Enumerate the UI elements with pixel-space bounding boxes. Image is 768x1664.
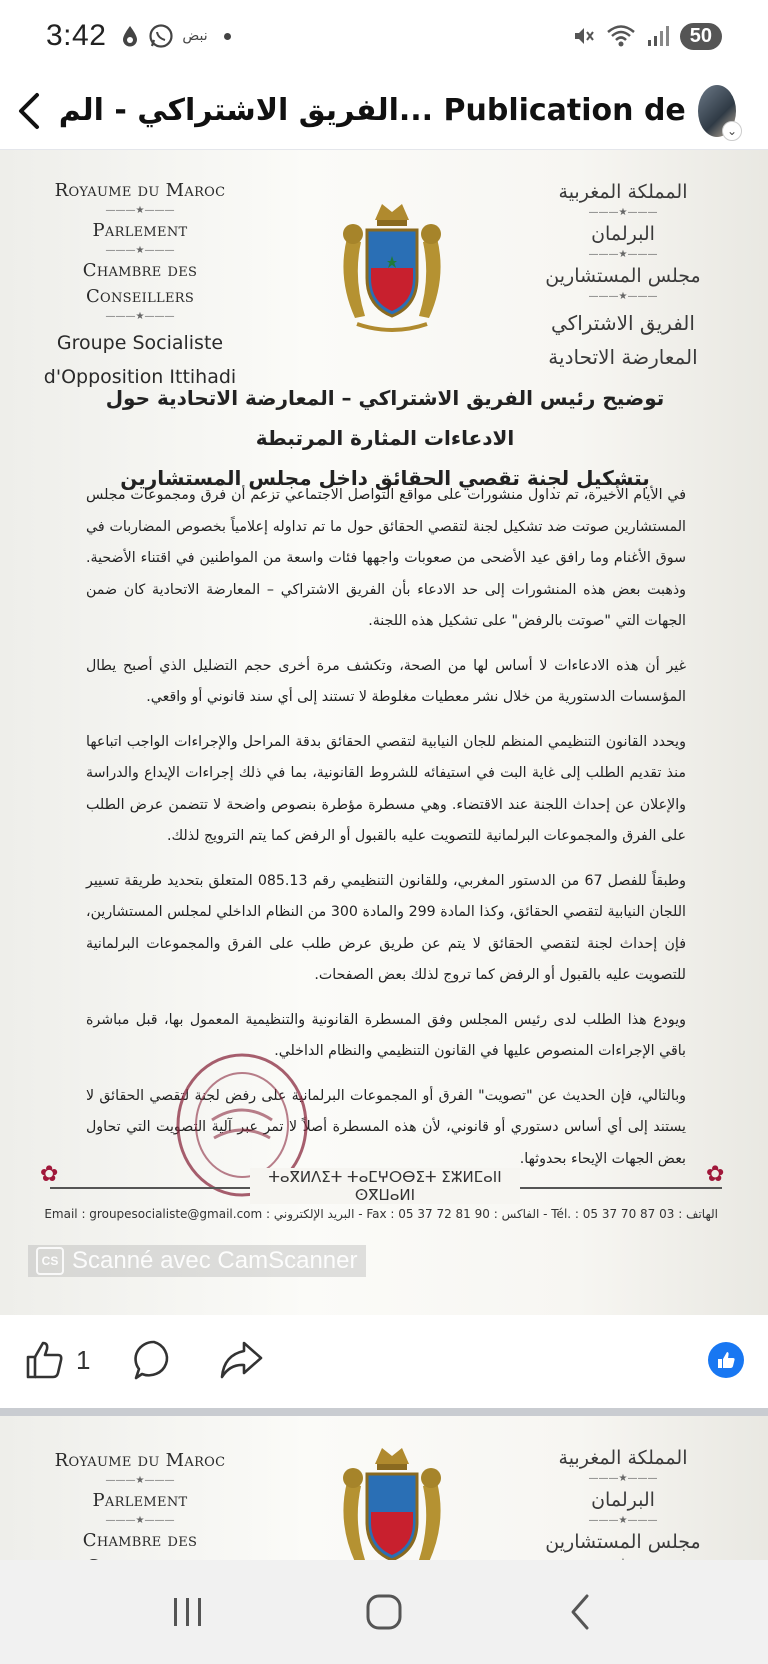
fr-parliament: Parlement [92, 220, 188, 241]
wifi-icon [606, 24, 636, 48]
chevron-down-icon: ⌄ [722, 121, 742, 141]
separator: ———★——— [105, 311, 175, 322]
post-action-bar [0, 1315, 768, 1405]
camscanner-watermark [28, 1245, 366, 1277]
separator: ———★——— [588, 207, 658, 218]
share-icon [218, 1339, 264, 1381]
separator: ———★——— [588, 1515, 658, 1526]
whatsapp-icon [148, 23, 174, 49]
ar-group-line1: الفريق الاشتراكي [551, 311, 695, 335]
separator: ———★——— [588, 291, 658, 302]
separator: ———★——— [105, 1475, 175, 1486]
ar-kingdom: المملكة المغربية [558, 1447, 688, 1469]
share-button[interactable] [218, 1339, 264, 1381]
ar-chamber: مجلس المستشارين [545, 1531, 701, 1553]
status-bar [0, 0, 768, 72]
chevron-left-icon [15, 91, 43, 131]
reaction-like-badge[interactable] [708, 1342, 744, 1378]
ar-parliament: البرلمان [591, 223, 655, 245]
document-paragraph: ويحدد القانون التنظيمي المنظم للجان النيابية لتقصي الحقائق بدقة المراحل والإجراءات الواجب اتباعها منذ تقديم الطلب إلى غاية البت في استيفائه للشروط القانونية، بما في ذلك إجراءات الإيداع والدراسة والإعلان عن إحداث اللجنة عند الاقتضاء. وهي مسطرة مؤطرة بنصوص واضحة لا تتضمن عرض الطلب على الفرق والمجموعات البرلمانية للتصويت عليه بالقبول أو الرفض كما يتم الترويج لذلك. [86, 733, 686, 844]
fr-chamber: Chambre des Conseillers [82, 260, 198, 307]
back-button[interactable] [0, 72, 59, 150]
notification-app-text: نبض [182, 28, 208, 44]
document-paragraph: وطبقاً للفصل 67 من الدستور المغربي، وللقانون التنظيمي رقم 085.13 المتعلق بتحديد طريقة تسيير اللجان النيابية لتقصي الحقائق، وكذا المادة 299 والمادة 300 من النظام الداخلي لمجلس المستشارين، فإن إحداث لجنة لتقصي الحقائق لا يتم عن طريق عرض طلب على الفرق والمجموعات البرلمانية للتصويت عليه بالقبول أو الرفض كما تروج لذلك بعض الصفحات. [86, 872, 686, 983]
separator: ———★——— [588, 249, 658, 260]
coat-of-arms-icon [327, 198, 457, 338]
system-navigation-bar [0, 1560, 768, 1664]
post-divider [0, 1408, 768, 1416]
system-back-button[interactable] [545, 1582, 615, 1642]
document-title-line1: توضيح رئيس الفريق الاشتراكي – المعارضة الاتحادية حول الادعاءات المثارة المرتبطة [105, 386, 665, 450]
status-right-icons [572, 23, 722, 50]
watermark-text: Scanné avec CamScanner [72, 1247, 358, 1274]
home-icon [364, 1592, 404, 1632]
document-paragraph: في الأيام الأخيرة، تم تداول منشورات على مواقع التواصل الاجتماعي تزعم أن فرق ومجموعات مجلس المستشارين صوتت ضد تشكيل لجنة لتقصي الحقائق حول ما تم تداوله إعلامياً بخصوص المضاربات في سوق الأغنام وما رافق عيد الأضحى من صعوبات واجهها فئات واسعة من المواطنين في اقتناء الأضحية. وذهبت بعض هذه المنشورات إلى حد الادعاء بأن الفريق الاشتراكي – المعارضة الاتحادية كان ضمن الجهات التي "صوتت بالرفض" على تشكيل هذه اللجنة. [86, 487, 686, 629]
rose-icon: ✿ [40, 1162, 59, 1187]
signal-icon [646, 24, 670, 48]
document-title-line2: بتشكيل لجنة تقصي الحقائق داخل مجلس المستشارين [120, 466, 650, 490]
letterhead-arabic [508, 1444, 738, 1570]
letterhead-arabic [508, 178, 738, 372]
rose-icon: ✿ [706, 1162, 725, 1187]
separator: ———★——— [105, 1515, 175, 1526]
fr-chamber: Chambre des [82, 1530, 198, 1551]
separator: ———★——— [105, 245, 175, 256]
status-time: 3:42 [46, 19, 107, 52]
drop-icon [120, 24, 140, 48]
letterhead [0, 178, 768, 388]
thumbs-up-icon [24, 1339, 66, 1381]
fr-kingdom: Royaume du Maroc [54, 180, 226, 201]
post-image[interactable] [0, 150, 768, 1315]
camscanner-logo-icon: CS [36, 1247, 64, 1275]
home-button[interactable] [349, 1582, 419, 1642]
next-post-image[interactable] [0, 1416, 768, 1560]
page-title: الفريق الاشتراكي - الم... Publication de [58, 93, 686, 128]
ar-kingdom: المملكة المغربية [558, 181, 688, 203]
letterhead-french [30, 178, 250, 392]
more-notifications-dot [224, 33, 231, 40]
ar-chamber: مجلس المستشارين [545, 265, 701, 287]
document-paragraph: وبالتالي، فإن الحديث عن "تصويت" الفرق أو المجموعات البرلمانية على رفض لجنة لتقصي الحقائق لا يستند إلى أي أساس دستوري أو قانوني، لأن هذه المسطرة أصلاً لا تمر عبر آلية التصويت التي تحاول بعض الجهات الإيحاء بحدوثها. [86, 1087, 686, 1167]
status-notification-icons [120, 23, 207, 49]
separator: ———★——— [105, 205, 175, 216]
battery-indicator: 50 [680, 23, 722, 50]
comment-button[interactable] [132, 1338, 176, 1382]
fr-group-line2: d'Opposition Ittihadi [43, 366, 237, 388]
recent-apps-icon [170, 1594, 206, 1630]
mute-icon [572, 24, 596, 48]
like-count: 1 [76, 1344, 91, 1375]
app-header [0, 72, 768, 150]
like-button[interactable] [24, 1339, 90, 1381]
fr-parliament: Parlement [92, 1490, 188, 1511]
footer-contact: الهاتف : Tél. : 05 37 70 87 03 - الفاكس : Fax : 05 37 72 81 90 - البريد الإلكتروني : Email : groupesocialiste@gmail.com [44, 1207, 718, 1221]
thumbs-up-icon [716, 1350, 736, 1370]
footer-tifinagh: ⵜⴰⴳⵍⴷⵉⵜ ⵜⴰⵎⵖⵔⴱⵉⵜ ⵉⵣⵍⵎⴰⵏⵏ ⵙⴳⵡⴰⵍⵏ [250, 1168, 520, 1204]
fr-kingdom: Royaume du Maroc [54, 1450, 226, 1471]
comment-icon [132, 1338, 176, 1382]
document-paragraph: غير أن هذه الادعاءات لا أساس لها من الصحة، وتكشف مرة أخرى حجم التضليل الذي أصبح يطال المؤسسات الدستورية من خلال نشر معطيات مغلوطة لا تستند إلى أي سند قانوني أو واقعي. [86, 657, 686, 705]
separator: ———★——— [588, 1473, 658, 1484]
document-paragraph: ويودع هذا الطلب لدى رئيس المجلس وفق المسطرة القانونية والتنظيمية المعمول بها، قبل مباشرة باقي الإجراءات المنصوص عليها في القانون التنظيمي والنظام الداخلي. [86, 1011, 686, 1059]
ar-parliament: البرلمان [591, 1489, 655, 1511]
fr-group-line1: Groupe Socialiste [56, 332, 224, 354]
avatar[interactable] [698, 85, 736, 137]
ar-group-line2: المعارضة الاتحادية [548, 345, 698, 369]
chevron-left-icon [565, 1592, 595, 1632]
recent-apps-button[interactable] [153, 1582, 223, 1642]
